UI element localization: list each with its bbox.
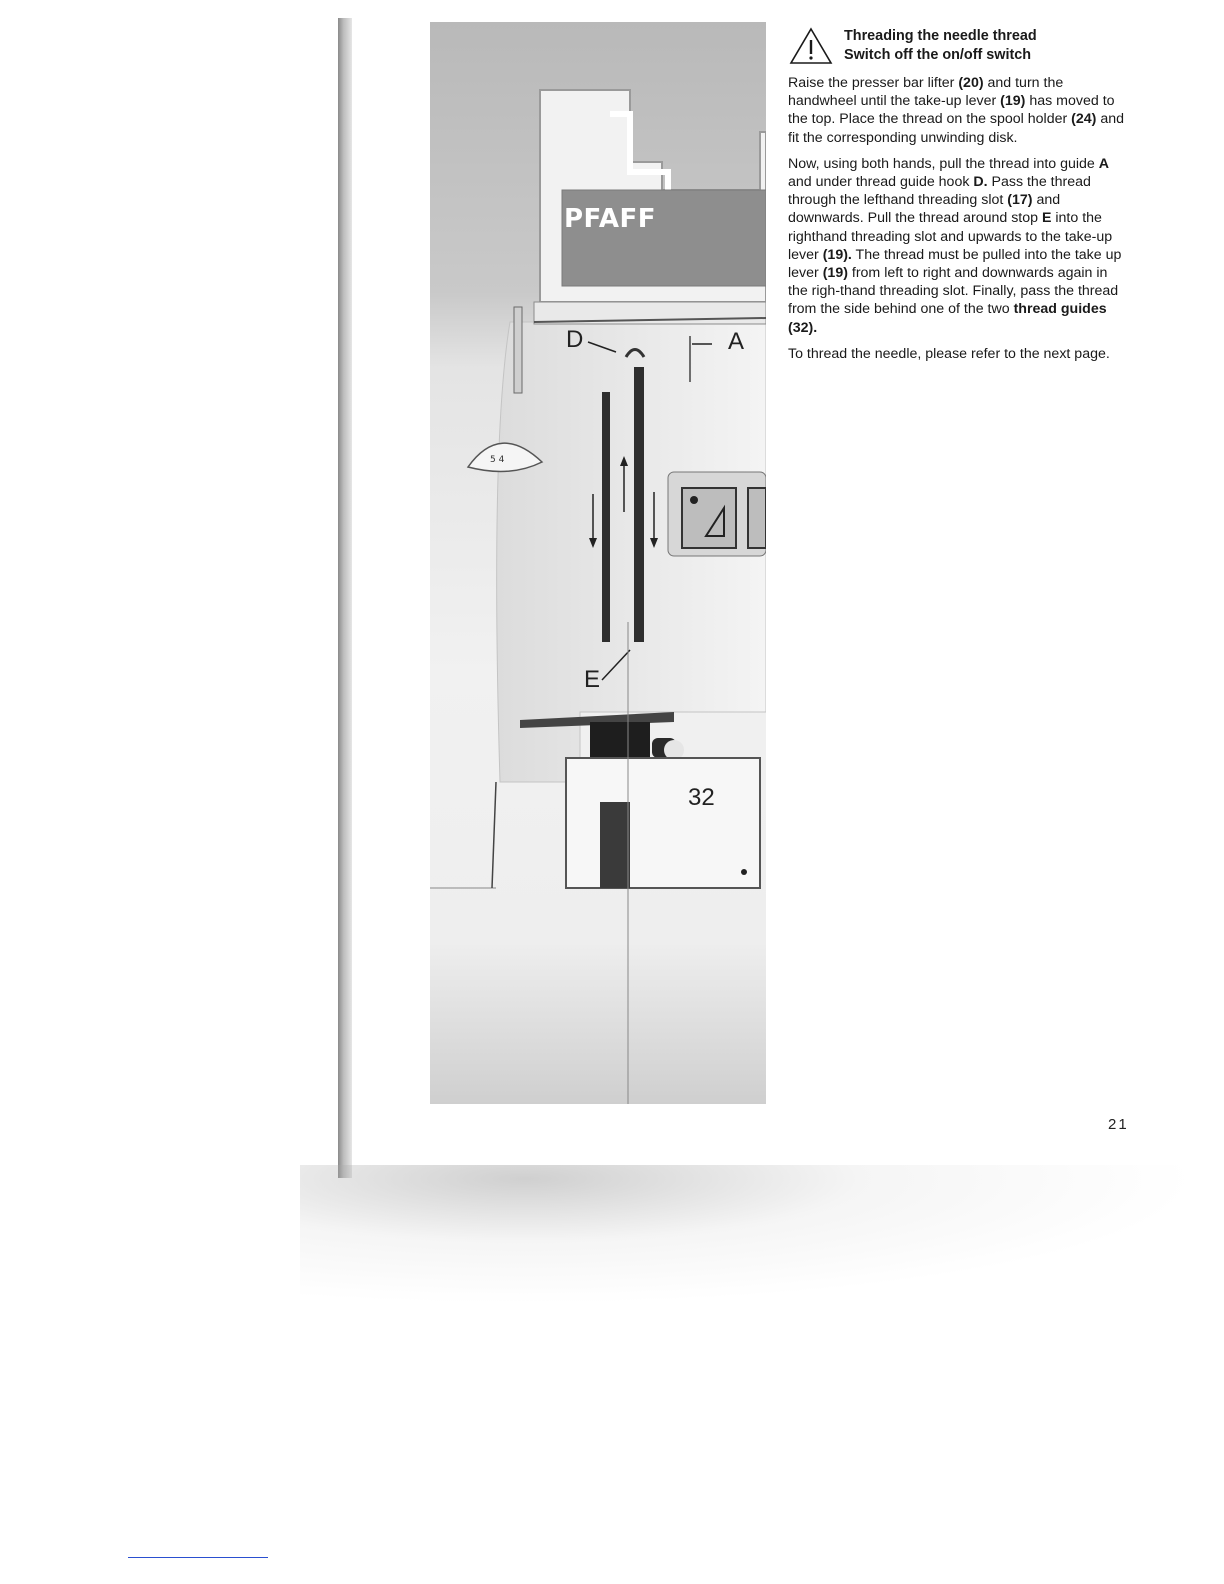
sewing-machine-illustration xyxy=(430,22,766,1104)
paragraph-2-run: D. xyxy=(973,174,988,191)
paragraph-2-run: A xyxy=(1098,155,1110,172)
paragraph-2-run: from left to right and downwards again in the righ-thand threading slot. Finally, pass the thread from the side behind one of the two xyxy=(788,265,1119,318)
callout-e: E xyxy=(584,666,601,693)
paragraph-1-run: Raise the presser bar lifter xyxy=(788,75,959,91)
paragraph-1 xyxy=(788,74,1128,147)
paragraph-2-run: The thread must be pulled into the take up lever xyxy=(788,246,1122,282)
paragraph-1-run: (20) xyxy=(958,75,984,91)
paragraph-2-run: (17) xyxy=(1007,192,1033,209)
callout-d: D xyxy=(566,326,584,353)
paragraph-2 xyxy=(788,155,1128,337)
paragraph-2-run: Pass the thread through the lefthand threading slot xyxy=(788,174,1091,209)
paragraph-3-run: To thread the needle, please refer to the next page. xyxy=(788,345,1110,362)
svg-text:5 4: 5 4 xyxy=(490,455,505,465)
sewing-machine-photo xyxy=(430,22,766,1104)
paragraph-1-run: (19) xyxy=(1000,93,1026,110)
paragraph-3 xyxy=(788,345,1128,363)
paragraph-2-run: (19) xyxy=(822,265,848,282)
paragraph-1-run: and turn the handwheel until the take-up lever xyxy=(788,75,1064,110)
warning-triangle-icon xyxy=(788,26,834,66)
paragraph-2-run: into the righthand threading slot and upwards to the take-up lever xyxy=(788,210,1113,263)
section-heading xyxy=(788,26,1128,66)
bottom-rule xyxy=(128,1557,268,1558)
paragraph-1-run: (24) xyxy=(1071,111,1097,128)
callout-32: 32 xyxy=(688,784,715,811)
page-number: 21 xyxy=(1108,1116,1129,1133)
paragraph-1-run: has moved to the top. Place the thread on the spool holder xyxy=(788,93,1115,128)
heading-title: Threading the needle thread xyxy=(844,28,1037,44)
page-bottom-shadow xyxy=(300,1165,1200,1305)
book-spine-shadow xyxy=(338,18,352,1178)
paragraph-2-run: and under thread guide hook xyxy=(788,174,974,191)
instruction-column xyxy=(788,26,1128,371)
paragraph-1-run: and fit the corresponding unwinding disk. xyxy=(788,111,1125,146)
paragraph-2-run: Now, using both hands, pull the thread into guide xyxy=(788,155,1099,172)
paragraph-2-run: thread guides (32). xyxy=(788,301,1107,336)
paragraph-2-run: and downwards. Pull the thread around stop xyxy=(788,192,1061,227)
paragraph-2-run: E xyxy=(1041,210,1052,227)
heading-subtitle: Switch off the on/off switch xyxy=(844,47,1032,63)
heading-text xyxy=(844,27,1037,65)
paragraph-2-run: (19). xyxy=(822,246,852,263)
pfaff-brand-label: PFAFF xyxy=(564,204,656,234)
callout-a: A xyxy=(728,328,745,355)
